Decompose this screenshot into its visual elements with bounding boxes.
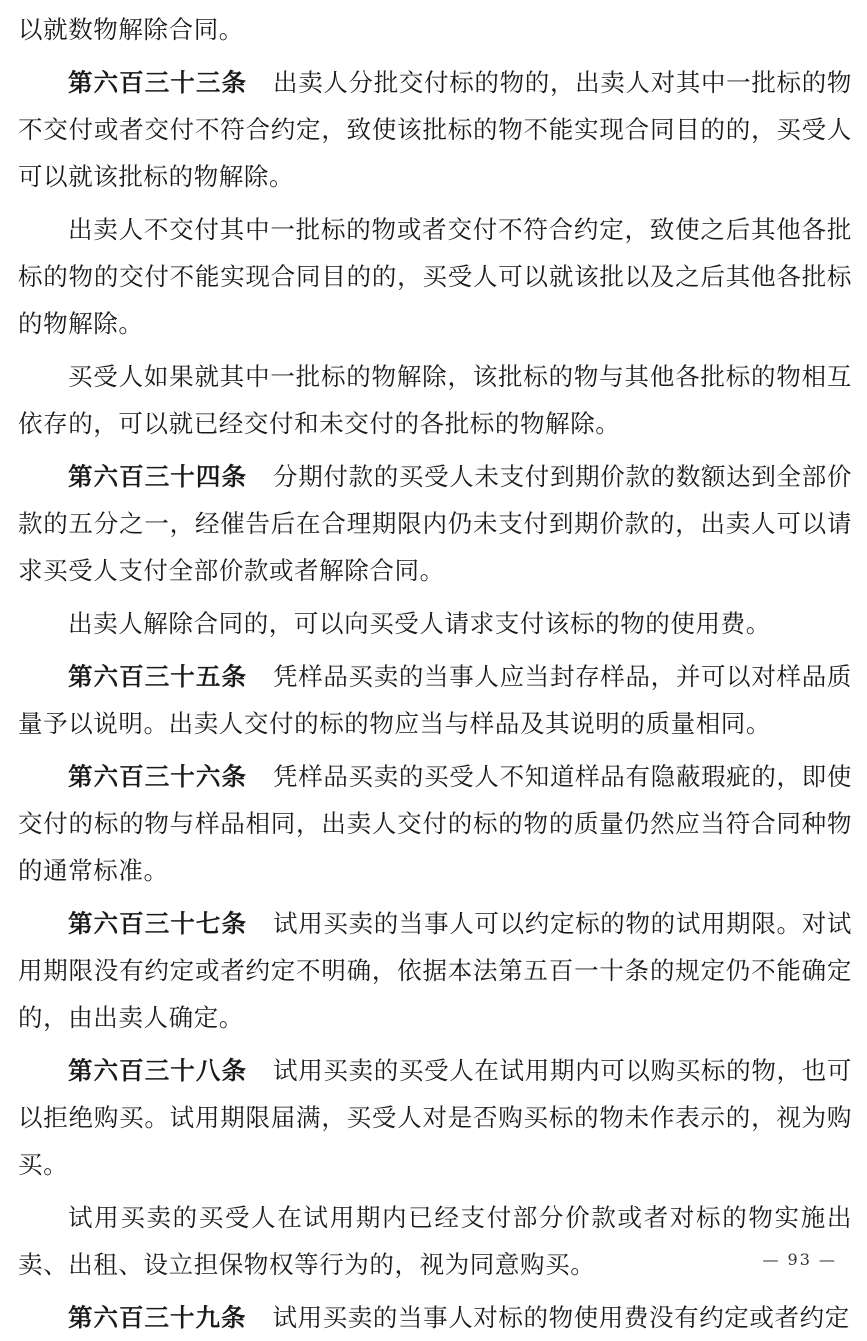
paragraph — [18, 594, 852, 647]
article-paragraph — [18, 747, 852, 894]
document-page — [18, 0, 852, 1341]
paragraph-text: 试用买卖的买受人在试用期内已经支付部分价款或者对标的物实施出卖、出租、设立担保物权等行为的，视为同意购买。 — [18, 1203, 852, 1279]
paragraph-text: 出卖人分批交付标的物的，出卖人对其中一批标的物不交付或者交付不符合约定，致使该批标的物不能实现合同目的的，买受人可以就该批标的物解除。 — [18, 68, 852, 191]
paragraph-text: 试用买卖的当事人可以约定标的物的试用期限。对试用期限没有约定或者约定不明确，依据本法第五百一十条的规定仍不能确定的，由出卖人确定。 — [18, 909, 852, 1032]
article-paragraph — [18, 53, 852, 200]
paragraph — [18, 1188, 852, 1288]
paragraph-text: 试用买卖的当事人对标的物使用费没有约定或者约定 — [272, 1303, 850, 1332]
paragraph — [18, 347, 852, 447]
article-number: 第六百三十五条 — [68, 662, 248, 691]
article-number: 第六百三十六条 — [68, 762, 248, 791]
article-number: 第六百三十七条 — [68, 909, 248, 938]
article-paragraph — [18, 1288, 852, 1341]
paragraph-text: 买受人如果就其中一批标的物解除，该批标的物与其他各批标的物相互依存的，可以就已经交付和未交付的各批标的物解除。 — [18, 362, 852, 438]
paragraph — [18, 200, 852, 347]
paragraph-text: 凭样品买卖的买受人不知道样品有隐蔽瑕疵的，即使交付的标的物与样品相同，出卖人交付的标的物的质量仍然应当符合同种物的通常标准。 — [18, 762, 852, 885]
article-paragraph — [18, 1041, 852, 1188]
page-number: — 93 — — [762, 1250, 837, 1269]
article-number: 第六百三十八条 — [68, 1056, 248, 1085]
article-paragraph — [18, 447, 852, 594]
article-paragraph — [18, 647, 852, 747]
article-number: 第六百三十三条 — [68, 68, 248, 97]
article-paragraph — [18, 894, 852, 1041]
paragraph-text: 试用买卖的买受人在试用期内可以购买标的物，也可以拒绝购买。试用期限届满，买受人对是否购买标的物未作表示的，视为购买。 — [18, 1056, 852, 1179]
paragraph-text: 出卖人解除合同的，可以向买受人请求支付该标的物的使用费。 — [68, 609, 771, 638]
paragraph-text: 出卖人不交付其中一批标的物或者交付不符合约定，致使之后其他各批标的物的交付不能实现合同目的的，买受人可以就该批以及之后其他各批标的物解除。 — [18, 215, 852, 338]
article-number: 第六百三十九条 — [68, 1303, 247, 1332]
paragraph-text: 凭样品买卖的当事人应当封存样品，并可以对样品质量予以说明。出卖人交付的标的物应当与样品及其说明的质量相同。 — [18, 662, 852, 738]
paragraph — [18, 0, 852, 53]
article-number: 第六百三十四条 — [68, 462, 248, 491]
paragraph-text: 以就数物解除合同。 — [18, 15, 244, 44]
paragraph-text: 分期付款的买受人未支付到期价款的数额达到全部价款的五分之一，经催告后在合理期限内仍未支付到期价款的，出卖人可以请求买受人支付全部价款或者解除合同。 — [18, 462, 852, 585]
